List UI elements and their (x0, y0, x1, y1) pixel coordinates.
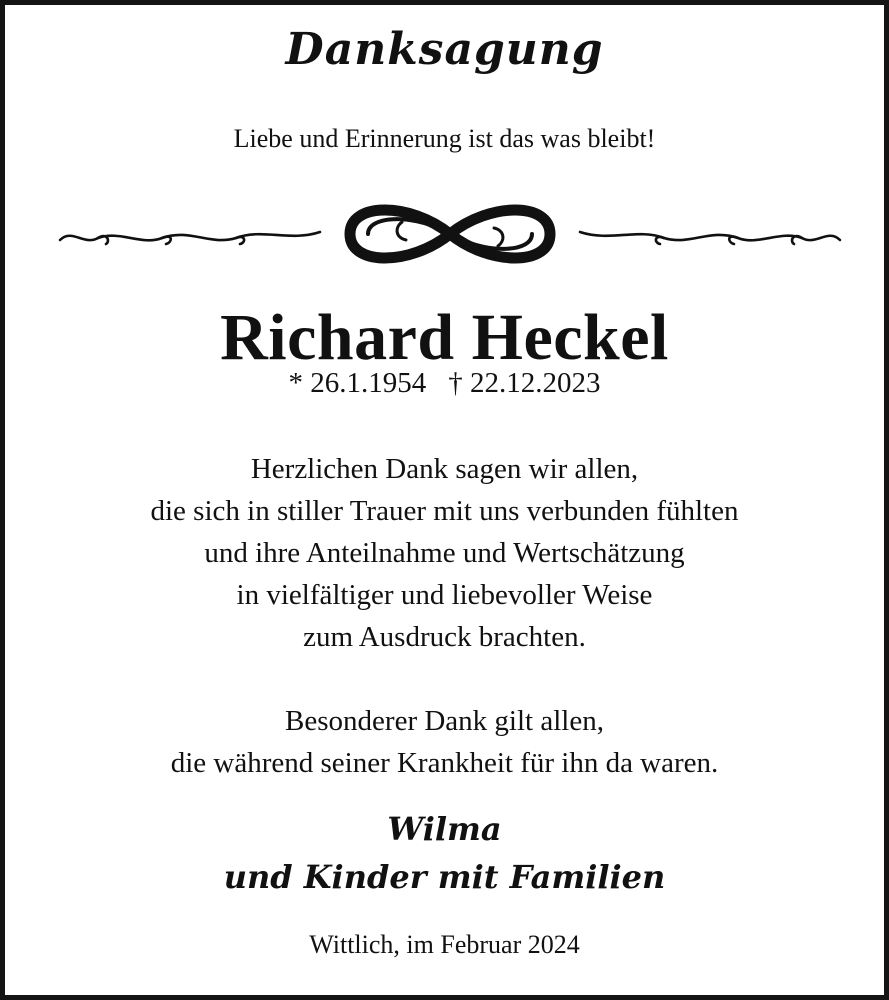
thanks-line: Herzlichen Dank sagen wir allen, (250, 453, 639, 485)
thanks-paragraph (0, 448, 889, 658)
thanks-line: zum Ausdruck brachten. (303, 621, 586, 653)
infinity-flourish-icon (50, 198, 850, 270)
place-date: Wittlich, im Februar 2024 (309, 930, 580, 959)
deceased-name: Richard Heckel (220, 301, 669, 374)
signature (0, 805, 889, 901)
signature-line: und Kinder mit Familien (223, 858, 666, 896)
special-thanks-line: die während seiner Krankheit für ihn da waren. (170, 747, 719, 779)
notice-heading: Danksagung (285, 24, 604, 75)
thanks-line: und ihre Anteilnahme und Wertschätzung (204, 537, 685, 569)
special-thanks-paragraph (0, 700, 889, 784)
death-date: † 22.12.2023 (448, 367, 601, 399)
life-dates (0, 367, 889, 400)
birth-date: * 26.1.1954 (288, 367, 427, 399)
motto-text: Liebe und Erinnerung ist das was bleibt! (233, 124, 656, 153)
special-thanks-line: Besonderer Dank gilt allen, (285, 705, 604, 737)
thanks-line: in vielfältiger und liebevoller Weise (236, 579, 653, 611)
thanks-line: die sich in stiller Trauer mit uns verbunden fühlten (150, 495, 739, 527)
signature-line: Wilma (387, 810, 502, 848)
